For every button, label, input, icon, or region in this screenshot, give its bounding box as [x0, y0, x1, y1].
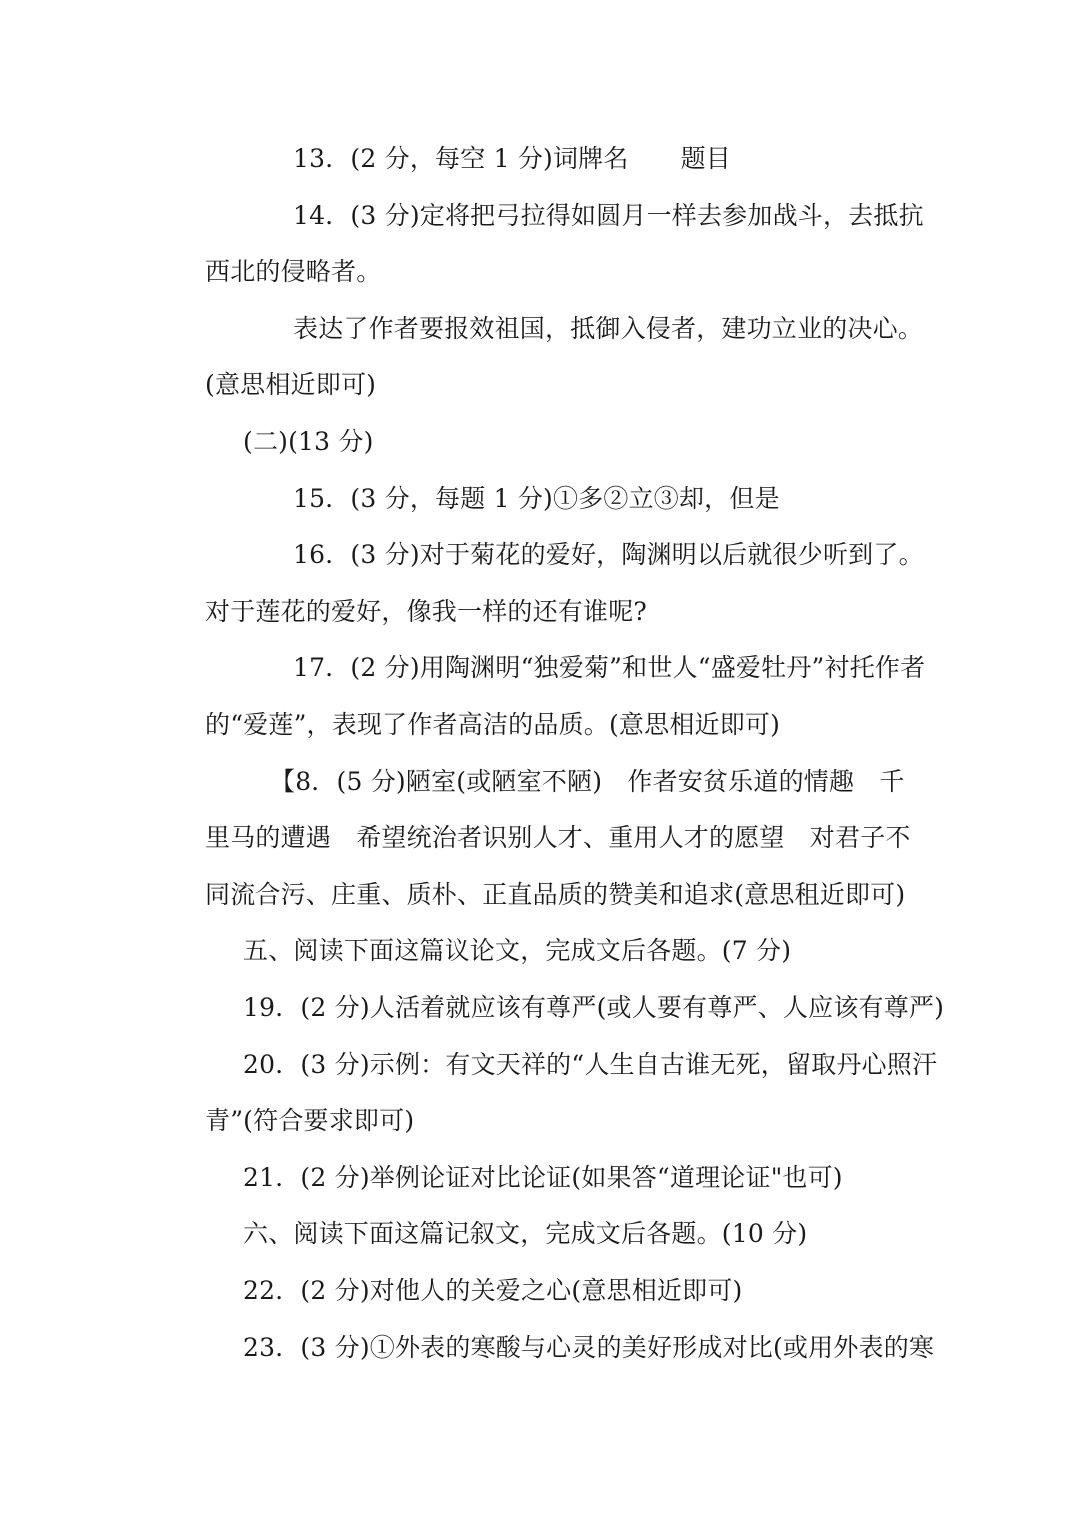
section-6-title: 六、阅读下面这篇记叙文，完成文后各题。(10 分)	[243, 1219, 808, 1248]
q14-line-2: 西北的侵略者。	[205, 257, 382, 286]
q14-line-4: (意思相近即可)	[205, 370, 377, 399]
q13-answer-title: 题目	[680, 144, 731, 173]
q16-line-1: 16．(3 分)对于菊花的爱好，陶渊明以后就很少听到了。	[293, 540, 924, 569]
q14-line-1: 14．(3 分)定将把弓拉得如圆月一样去参加战斗，去抵抗	[293, 201, 924, 230]
q13-text: 13．(2 分，每空 1 分)词牌名	[293, 144, 629, 173]
q22-answer: 22．(2 分)对他人的关爱之心(意思相近即可)	[243, 1276, 743, 1305]
q23-line-1: 23．(3 分)①外表的寒酸与心灵的美好形成对比(或用外表的寒	[243, 1333, 935, 1362]
q15-answer: 15．(3 分，每题 1 分)①多②立③却，但是	[293, 484, 780, 513]
q21-answer: 21．(2 分)举例论证对比论证(如果答“道理论证"也可)	[243, 1163, 843, 1192]
q19-answer: 19．(2 分)人活着就应该有尊严(或人要有尊严、人应该有尊严)	[243, 993, 945, 1022]
q14-line-3: 表达了作者要报效祖国，抵御入侵者，建功立业的决心。	[293, 314, 924, 343]
q13-answer	[293, 142, 731, 176]
q18-line-3: 同流合污、庄重、质朴、正直品质的赞美和追求(意思租近即可)	[205, 880, 906, 909]
q17-line-2: 的“爱莲”，表现了作者高洁的品质。(意思相近即可)	[205, 710, 781, 739]
q17-line-1: 17．(2 分)用陶渊明“独爱菊”和世人“盛爱牡丹”衬托作者	[293, 653, 926, 682]
section-2-title: (二)(13 分)	[243, 427, 374, 456]
q20-line-2: 青”(符合要求即可)	[205, 1106, 415, 1135]
section-5-title: 五、阅读下面这篇议论文，完成文后各题。(7 分)	[243, 936, 792, 965]
q16-line-2: 对于莲花的爱好，像我一样的还有谁呢?	[205, 597, 648, 626]
q18-line-1: 【8．(5 分)陋室(或陋室不陋) 作者安贫乐道的情趣 千	[270, 767, 905, 796]
q20-line-1: 20．(3 分)示例：有文天祥的“人生自古谁无死，留取丹心照汗	[243, 1050, 938, 1079]
q18-line-2: 里马的遭遇 希望统治者识别人才、重用人才的愿望 对君子不	[205, 823, 911, 852]
